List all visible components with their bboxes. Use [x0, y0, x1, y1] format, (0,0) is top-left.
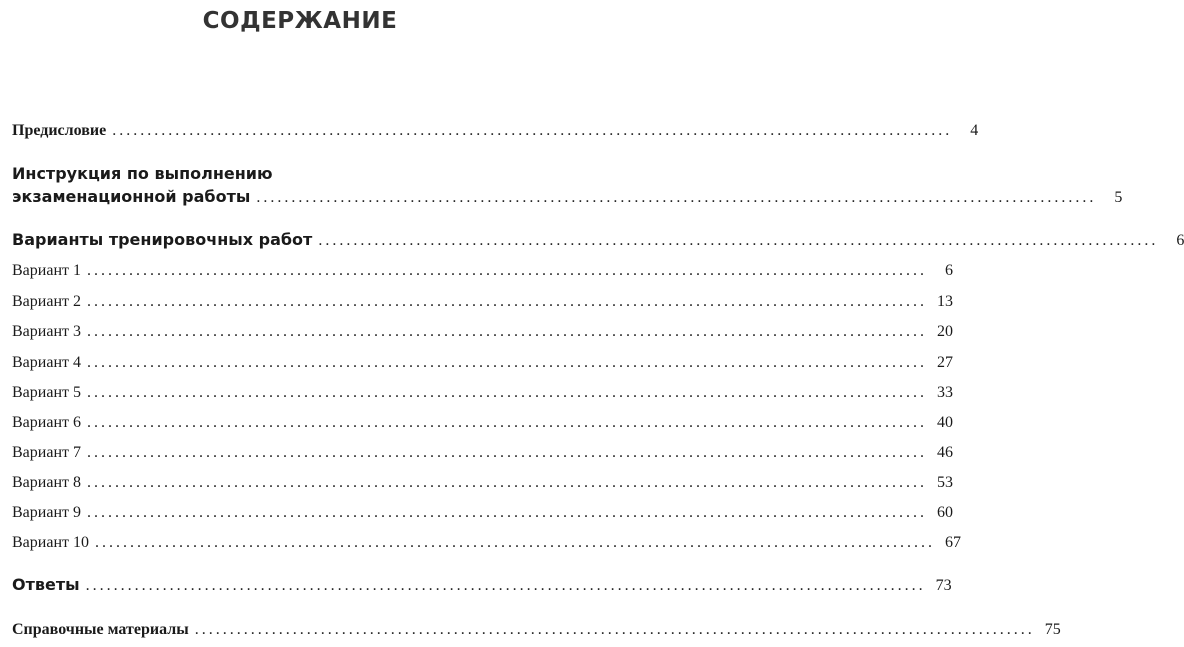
toc-label: Вариант 8: [12, 474, 81, 491]
toc-page-number: 67: [945, 534, 961, 551]
toc-page-number: 46: [937, 444, 953, 461]
toc-label: Варианты тренировочных работ: [12, 230, 313, 249]
toc-entry-variant: [12, 534, 961, 552]
toc-label: Вариант 2: [12, 293, 81, 310]
dot-leader: ........................................................................................................................: [87, 414, 927, 431]
dot-leader: ........................................................................................................................: [87, 262, 927, 279]
dot-leader: ........................................................................................................................: [95, 534, 935, 551]
toc-page-number: 60: [937, 504, 953, 521]
toc-label-line1: Инструкция по выполнению: [12, 164, 273, 183]
toc-entry-variant: [12, 293, 953, 311]
dot-leader: ........................................................................................................................: [87, 504, 927, 521]
toc-label: Вариант 9: [12, 504, 81, 521]
toc-page-number: 6: [1176, 232, 1184, 249]
dot-leader: ........................................................................................................................: [87, 323, 927, 340]
toc-entry-reference: [12, 621, 1061, 639]
dot-leader: ........................................................................................................................: [87, 474, 927, 491]
page-title: СОДЕРЖАНИЕ: [202, 8, 398, 34]
toc-label: Предисловие: [12, 122, 107, 139]
toc-page-number: 6: [945, 262, 953, 279]
toc-entry-answers: [12, 575, 952, 595]
toc-label: Вариант 3: [12, 323, 81, 340]
toc-entry-variant: [12, 414, 953, 432]
dot-leader: ........................................................................................................................: [87, 384, 927, 401]
toc-entry-variant: [12, 444, 953, 462]
toc-page-number: 40: [937, 414, 953, 431]
toc-entry-variants-header: [12, 230, 1184, 250]
toc-label: экзаменационной работы: [12, 187, 251, 206]
toc-page-number: 75: [1044, 621, 1061, 638]
toc-page-number: 27: [937, 354, 953, 371]
toc-entry-variant: [12, 384, 953, 402]
dot-leader: ........................................................................................................................: [87, 293, 927, 310]
toc-label: Вариант 10: [12, 534, 89, 551]
dot-leader: ........................................................................................................................: [256, 189, 1097, 206]
toc-label: Вариант 6: [12, 414, 81, 431]
toc-label: Вариант 4: [12, 354, 81, 371]
toc-label: Вариант 7: [12, 444, 81, 461]
toc-entry-variant: [12, 323, 953, 341]
dot-leader: ........................................................................................................................: [87, 444, 927, 461]
dot-leader: ........................................................................................................................: [318, 232, 1159, 249]
toc-page-number: 13: [937, 293, 953, 310]
toc-page-number: 4: [970, 122, 979, 139]
toc-entry-instructions: [12, 187, 1123, 207]
toc-entry-variant: [12, 474, 953, 492]
toc-page-number: 53: [937, 474, 953, 491]
toc-label: Справочные материалы: [12, 621, 189, 638]
toc-entry-variant: [12, 354, 953, 372]
dot-leader: ........................................................................................................................: [87, 354, 927, 371]
toc-entry-variant: [12, 504, 953, 522]
dot-leader: ........................................................................................................................: [112, 122, 953, 139]
toc-entry-variant: [12, 262, 953, 280]
toc-page-number: 5: [1114, 189, 1123, 206]
toc-page-number: 33: [937, 384, 953, 401]
toc-page-number: 20: [937, 323, 953, 340]
toc-label: Вариант 1: [12, 262, 81, 279]
toc-page-number: 73: [935, 577, 952, 594]
toc-label: Ответы: [12, 575, 80, 594]
toc-label: Вариант 5: [12, 384, 81, 401]
dot-leader: ........................................................................................................................: [85, 577, 926, 594]
toc-entry-preface: [12, 122, 979, 140]
dot-leader: ........................................................................................................................: [194, 621, 1035, 638]
